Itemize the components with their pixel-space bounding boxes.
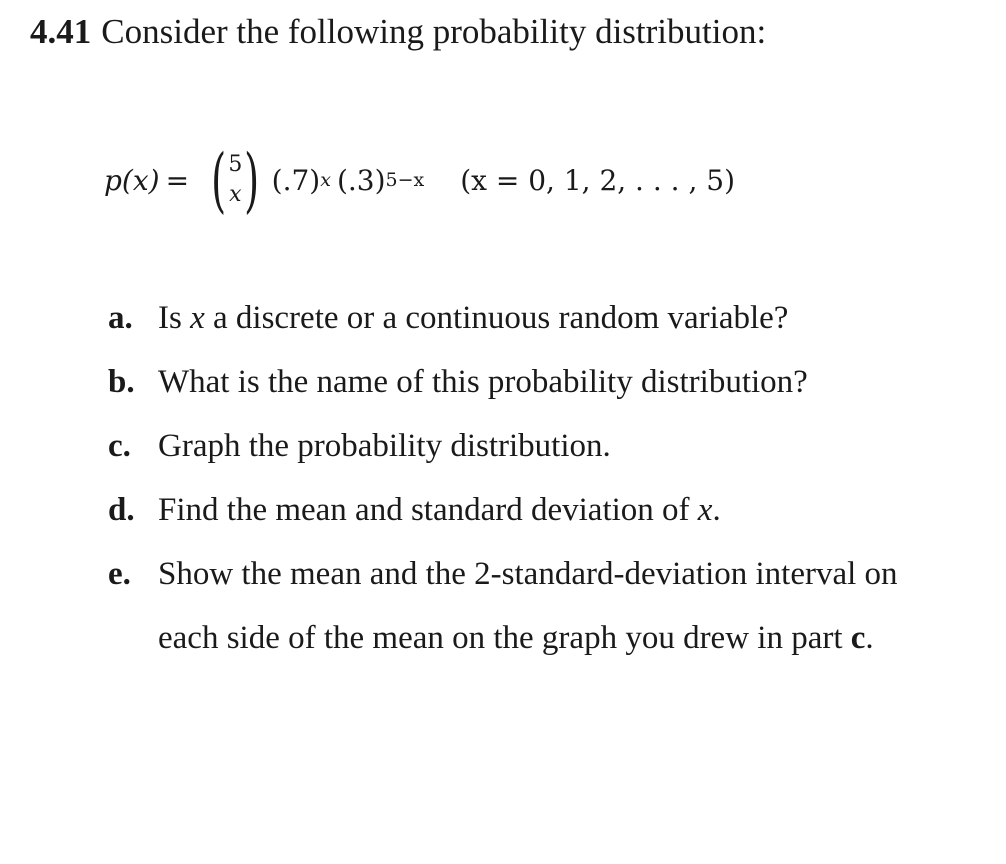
part-label: c. — [108, 428, 131, 464]
part-label: e. — [108, 556, 131, 592]
formula-lhs: p(x) — [104, 163, 160, 197]
part-text: What is the name of this probability distribution? — [158, 364, 808, 400]
binomial-coefficient — [205, 139, 266, 221]
probability-formula — [104, 132, 735, 228]
exercise-prompt: Consider the following probability distribution: — [101, 12, 767, 51]
part-e — [108, 542, 968, 670]
factor2-exponent: 5−x — [385, 169, 425, 191]
part-text: Find the mean and standard deviation of x. — [158, 492, 721, 528]
factor2-base: (.3) — [336, 163, 386, 197]
part-text: Is x a discrete or a continuous random variable? — [158, 300, 789, 336]
left-paren: ( — [211, 139, 227, 221]
exercise-parts — [108, 286, 968, 670]
variable-x: x — [697, 492, 713, 528]
factor1-base: (.7) — [271, 163, 321, 197]
factor1-exponent: x — [320, 169, 331, 191]
part-label: d. — [108, 492, 135, 528]
binom-top: 5 — [228, 152, 243, 177]
part-c — [108, 414, 968, 478]
part-b — [108, 350, 968, 414]
part-d — [108, 478, 968, 542]
formula-domain: (x = 0, 1, 2, . . . , 5) — [460, 163, 735, 197]
binom-bottom: x — [229, 182, 242, 207]
part-label: b. — [108, 364, 135, 400]
part-text: Show the mean and the 2-standard-deviation interval on each side of the mean on the graph you drew in part c. — [158, 556, 898, 656]
part-reference: c — [850, 620, 866, 656]
part-label: a. — [108, 300, 133, 336]
right-paren: ) — [244, 139, 260, 221]
part-a — [108, 286, 968, 350]
exercise-title — [30, 10, 766, 54]
formula-equals: = — [165, 163, 190, 197]
part-text: Graph the probability distribution. — [158, 428, 611, 464]
exercise-number: 4.41 — [30, 12, 92, 51]
variable-x: x — [190, 300, 205, 336]
